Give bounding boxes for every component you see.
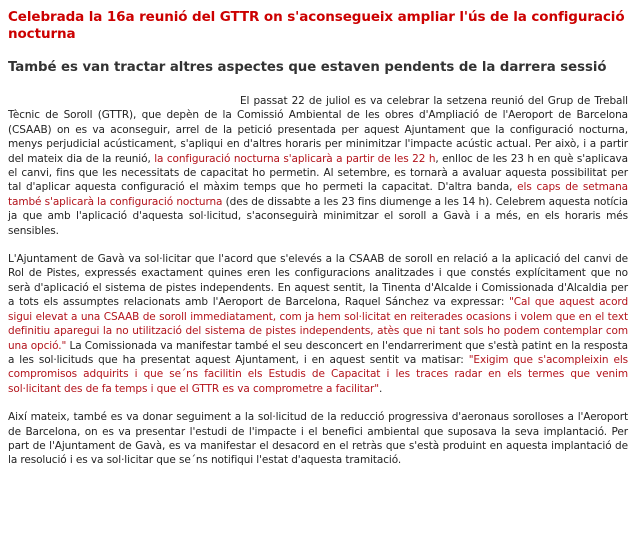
paragraph-1-highlight-1: la configuració nocturna s'aplicarà a partir de les 22 h [154,152,436,165]
paragraph-1-text-3: (des de dissabte a les 23 fins diumenge a les 14 h). Celebrem aquesta notícia ja que amb l'aplicació d'aquesta sol·licitud, s'aconseguirà minimitzar el soroll a Gavà i a més, en els horaris més sensibles. [8,195,628,237]
paragraph-1-text-2: , enlloc de les 23 h en què s'aplicava el canvi, fins que les necessitats de capacitat ho permetin. Al setembre, es tornarà a avaluar aquesta possibilitat per tal d'aplicar aquesta configuració el màxim temps que ho permeti la capacitat. D'altra banda, [8,152,628,194]
paragraph-3-text-1: Així mateix, també es va donar seguiment a la sol·licitud de la reducció progressiva d'aeronaus sorolloses a l'Aeroport de Barcelona, on es va presentar l'estudi de l'impacte i el benefici ambiental que suposava la seva implantació. Per part de l'Ajuntament de Gavà, es va manifestar el desacord en el retràs que s'està produint en aquesta implantació de la resolució i es va sol·licitar que se´ns notifiqui l'estat d'aquesta tramitació. [8,411,628,467]
paragraph-2-text-2: La Comissionada va manifestar també el seu desconcert en l'endarreriment que s'està patint en la resposta a les sol·licituds que ha presentat aquest Ajuntament, i en aquest sentit va matisar: [8,339,628,366]
article-body [8,94,628,468]
article-subtitle: També es van tractar altres aspectes que estaven pendents de la darrera sessió [8,60,607,75]
paragraph-2-text-1: L'Ajuntament de Gavà va sol·licitar que l'acord que s'elevés a la CSAAB de soroll en relació a la aplicació del canvi de Rol de Pistes, expressés exactament quines eren les configuracions analitzades i que constés explícitament que no serà d'aplicació el sistema de pistes independents. En aquest sentit, la Tinenta d'Alcalde i Comissionada d'Alcaldia per a tots els assumptes relacionats amb l'Aeroport de Barcelona, Raquel Sánchez va expressar: [8,253,628,309]
paragraph-2 [8,252,628,396]
paragraph-1-text-1: El passat 22 de juliol es va celebrar la setzena reunió del Grup de Treball Tècnic de Soroll (GTTR), que depèn de la Comissió Ambiental de les obres d'Ampliació de l'Aeroport de Barcelona (CSAAB) on es va aconseguir, arrel de la petició presentada per aquest Ajuntament que la configuració nocturna, menys perjudicial acústicament, s'apliqui en d'altres horaris per minimitzar l'impacte acústic actual. Per això, i a partir del mateix dia de la reunió, [8,95,628,165]
article-title: Celebrada la 16a reunió del GTTR on s'aconsegueix ampliar l'ús de la configuració nocturna [8,9,625,42]
paragraph-1-highlight-2: els caps de setmana també s'aplicarà la configuració nocturna [8,181,628,208]
paragraph-2-quote-1: "Cal que aquest acord sigui elevat a una CSAAB de soroll immediatament, com ja hem sol·licitat en reiterades ocasions i volem que en el text definitiu aparegui la no utilització del sistema de pistes independents, atès que ni tant sols ho podem contemplar com una opció." [8,296,629,352]
paragraph-2-text-3: . [378,382,383,395]
paragraph-1 [8,94,628,238]
paragraph-2-quote-2: "Exigim que s'acompleixin els compromisos adquirits i que se´ns facilitin els Estudis de Capacitat i les traces radar en els termes que venim sol·licitant des de fa temps i que el GTTR es va comprometre a facilitar" [8,353,629,395]
paragraph-3 [8,410,628,468]
